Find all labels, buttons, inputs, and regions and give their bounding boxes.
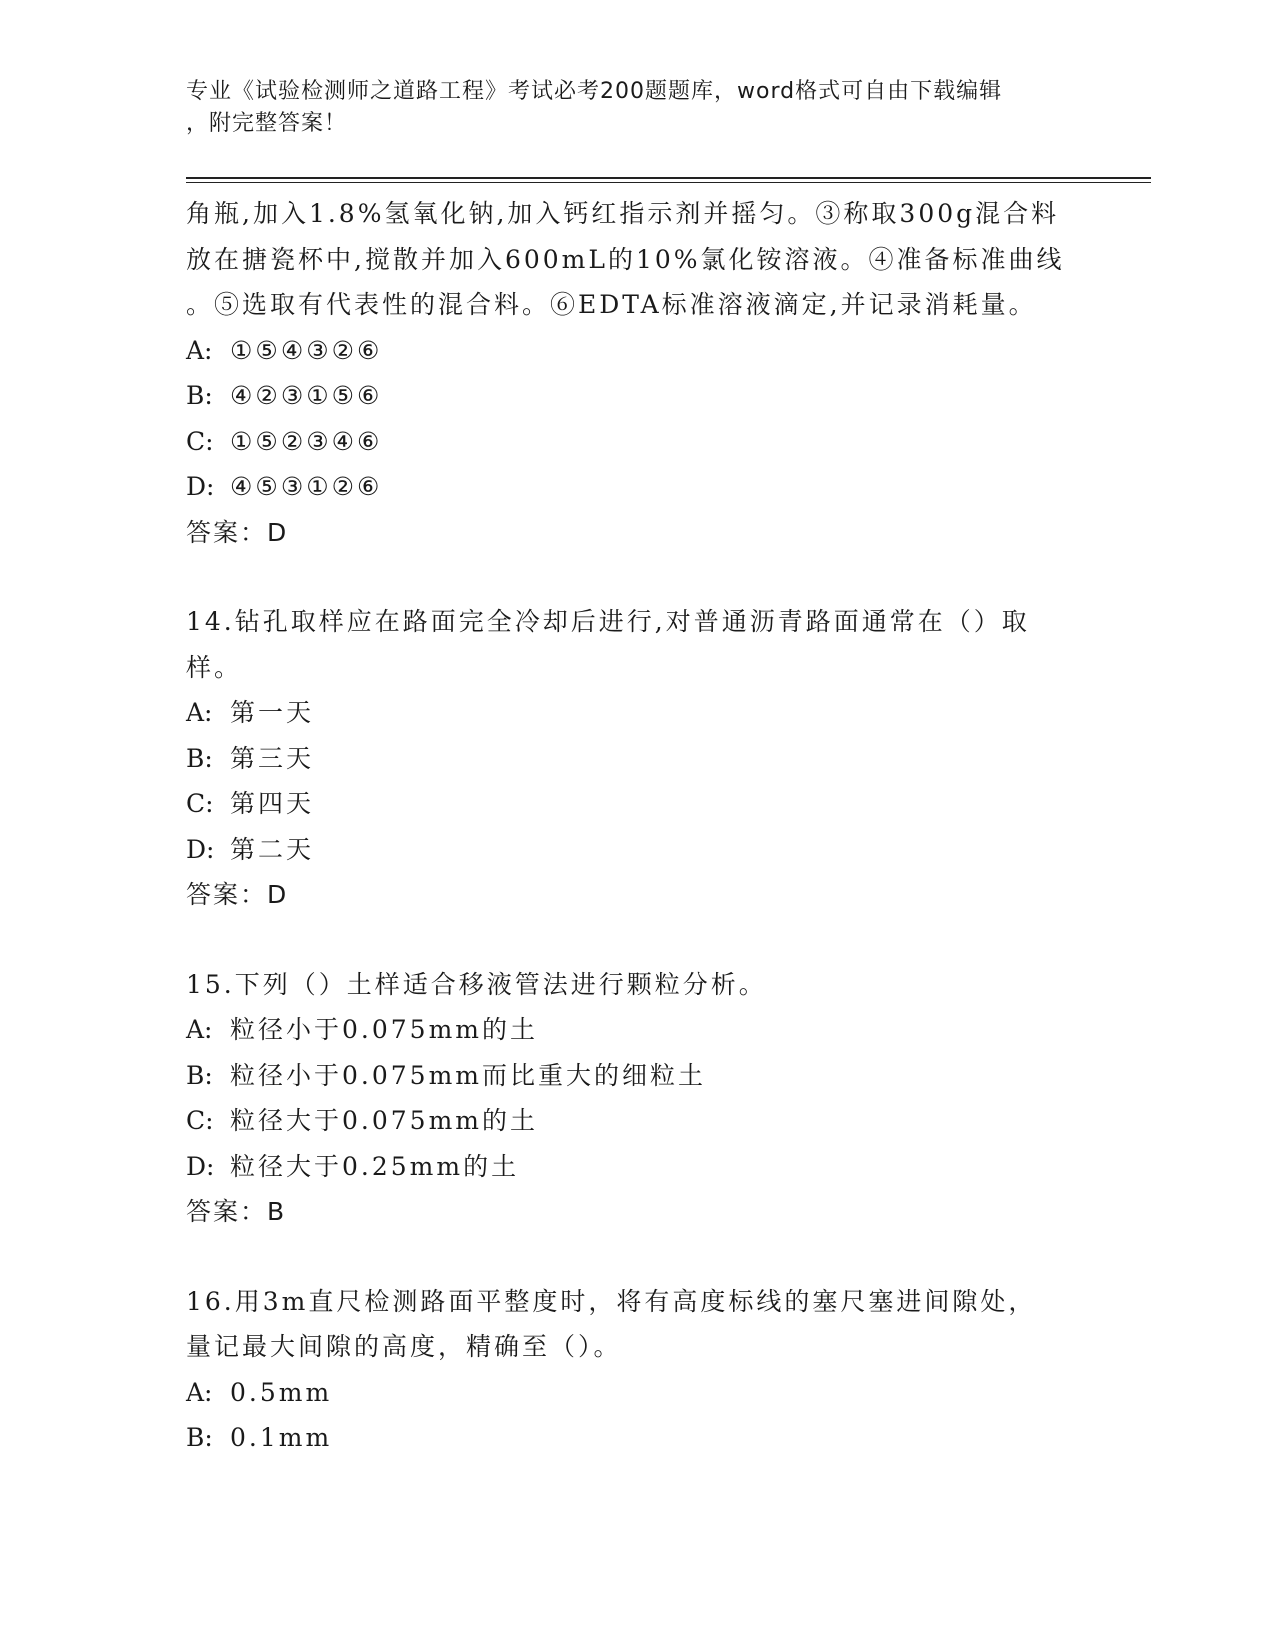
option-c: [186, 1098, 1126, 1144]
option-d: [186, 464, 1126, 510]
option-label: A:: [186, 1015, 213, 1044]
question-text-line: 量记最大间隙的高度，精确至（）。: [186, 1332, 622, 1361]
option-a: [186, 1370, 1126, 1416]
option-text: 第四天: [230, 789, 315, 818]
option-text: 粒径大于0.25mm的土: [230, 1151, 520, 1181]
option-label: D:: [186, 834, 215, 864]
option-text: 第三天: [230, 743, 315, 773]
document-body: [186, 191, 1126, 1461]
question-text-line: 14.钻孔取样应在路面完全冷却后进行,对普通沥青路面通常在（）取: [186, 607, 1030, 636]
option-label: D:: [186, 472, 215, 501]
option-a: [186, 1007, 1126, 1053]
option-text: 0.5mm: [230, 1377, 333, 1407]
option-label: B:: [186, 1060, 213, 1090]
option-text: ①⑤④③②⑥: [230, 335, 383, 365]
option-text: ④⑤③①②⑥: [230, 472, 383, 501]
question-spacer: [186, 555, 1126, 599]
option-text: 第一天: [230, 698, 315, 727]
option-label: D:: [186, 1151, 215, 1181]
header-title-line-2: ，附完整答案！: [186, 111, 348, 136]
option-label: B:: [186, 743, 213, 773]
option-c: [186, 781, 1126, 827]
option-text: 粒径小于0.075mm而比重大的细粒土: [230, 1060, 706, 1090]
option-label: A:: [186, 1377, 213, 1407]
option-a: [186, 690, 1126, 736]
option-text: 0.1mm: [230, 1423, 333, 1452]
option-text: 粒径大于0.075mm的土: [230, 1106, 538, 1135]
question-text-line: 16.用3m直尺检测路面平整度时，将有高度标线的塞尺塞进间隙处，: [186, 1286, 1037, 1316]
question-14: [186, 599, 1126, 918]
question-13: [186, 191, 1126, 555]
document-header: [186, 76, 1086, 140]
header-divider-thick: [186, 177, 1151, 179]
header-divider-thin: [186, 182, 1151, 183]
option-label: C:: [186, 1106, 214, 1135]
option-d: [186, 827, 1126, 873]
option-b: [186, 373, 1126, 419]
option-b: [186, 1053, 1126, 1099]
question-text-line: 放在搪瓷杯中,搅散并加入600mL的10%氯化铵溶液。④准备标准曲线: [186, 244, 1065, 274]
option-label: B:: [186, 381, 213, 410]
question-text-line: 15.下列（）土样适合移液管法进行颗粒分析。: [186, 969, 767, 999]
option-c: [186, 419, 1126, 465]
option-text: ①⑤②③④⑥: [230, 426, 383, 456]
answer-line: 答案：D: [186, 880, 289, 909]
question-spacer: [186, 1235, 1126, 1279]
option-label: C:: [186, 426, 214, 456]
question-text-line: 。⑤选取有代表性的混合料。⑥EDTA标准溶液滴定,并记录消耗量。: [186, 290, 1037, 319]
header-title-line-1: 专业《试验检测师之道路工程》考试必考200题题库，word格式可自由下载编辑: [186, 79, 1003, 104]
option-label: C:: [186, 789, 214, 818]
option-d: [186, 1144, 1126, 1190]
option-b: [186, 736, 1126, 782]
question-16: [186, 1279, 1126, 1461]
option-label: A:: [186, 698, 213, 727]
option-text: 粒径小于0.075mm的土: [230, 1015, 538, 1044]
question-text-line: 角瓶,加入1.8%氢氧化钠,加入钙红指示剂并摇匀。③称取300g混合料: [186, 199, 1060, 228]
option-label: B:: [186, 1423, 213, 1452]
answer-line: 答案：D: [186, 517, 289, 547]
question-spacer: [186, 918, 1126, 962]
option-text: ④②③①⑤⑥: [230, 381, 383, 410]
option-b: [186, 1415, 1126, 1461]
option-label: A:: [186, 335, 213, 365]
option-a: [186, 328, 1126, 374]
question-15: [186, 962, 1126, 1235]
answer-line: 答案：B: [186, 1197, 287, 1226]
option-text: 第二天: [230, 834, 315, 864]
question-text-line: 样。: [186, 652, 243, 682]
